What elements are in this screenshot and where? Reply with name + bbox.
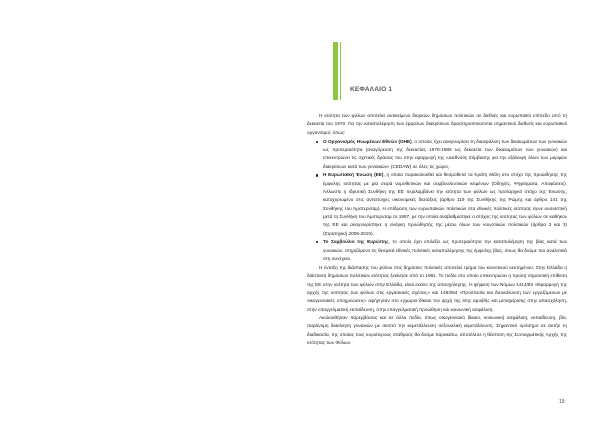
page-number: 19 <box>559 399 565 405</box>
chapter-accent-line <box>340 42 341 100</box>
list-item <box>323 238 567 263</box>
list-item <box>323 171 567 237</box>
organization-description: , ο οποίος έχει αναγνωρίσει τη διασφάλιση των δικαιωμάτων των γυναικών ως προτεραιότητα (αναγόρευση της δεκαετίας 1975-1985 ως δεκαετία των δικαιωμάτων των γυναικών) και επικεντρώνει τις σχετικές δράσεις του στην εφαρμογή της «Διεθνούς Σύμβασης για την εξάλειψη όλων των μορφών διακρίσεων κατά των γυναικών» (CEDAW) σε όλες τις χώρες. <box>323 138 567 169</box>
further-interventions-paragraph: Ακολουθήσαν παρεμβάσεις και σε άλλα πεδία, όπως οικογενειακό δίκαιο, κοινωνική ασφάλιση, εκπαίδευση, βία, παράνομη διακίνηση γυναικών με σκοπό την εκμετάλλευση σεξουαλική εκμετάλλευση. Σημαντικό ορόσημο σε αυτήν τη διαδικασία, της οποίας τους κυριότερους σταθμούς θα δούμε παρακάτω, αποτέλεσε η θέσπιση της Συνταγματικής Αρχής της Ισότητας των Φύλων. <box>307 314 567 345</box>
gender-policy-paragraph: Η ένταξη της διάστασης του φύλου στις δημόσιες πολιτικές αποτελεί τμήμα του κοινοτικού κεκτημένου. Στην Ελλάδα η διάσταση δημόσιων πολιτικών ισότητας ξεκίνησε από το 1981. Το πεδίο στο οποίο επικεντρώνει η πρώτη σημαντική επίθεση της ΕΕ στην ισότητα των φύλων στην Ελλάδα, είναι εκείνο της απασχόλησης. Η ψήφιση των Νόμων 1414/84 «Εφαρμογή της αρχής της ισότητας των φύλων στις εργασιακές σχέσεις» και 1483/84 «Προστασία και διευκόλυνση των εργαζόμενων με οικογενειακές υποχρεώσεις» αφήγησαν στο εγχώριο δίκαιο την αρχή της ίσης αμοιβής και μεταχείρισης στην απασχόληση, στην επαγγελματική εκπαίδευση, στην επαγγελματική προώθηση και κοινωνική ασφάλιση. <box>307 265 567 312</box>
chapter-label: ΚΕΦΑΛΑΙΟ 1 <box>350 86 393 93</box>
intro-paragraph: Η ισότητα των φύλων αποτελεί αντικείμενο διαρκών δημόσιων πολιτικών σε διεθνές και ευρωπαϊκό επίπεδο από τη δεκαετία του 1970. Για την καταπολέμηση των έμφυλων διακρίσεων δραστηριοποιούνται σημαντικοί διεθνείς και ευρωπαϊκοί οργανισμοί, όπως: <box>307 113 567 135</box>
organization-description: , το οποίο έχει επιλέξει ως προτεραιότητα την καταπολέμηση της βίας κατά των γυναικών, στηριζόμενο τις θεσμικά εθνικές πολιτικές καταπολέμησης της έμφυλης βίας, όπως θα δούμε πιο αναλυτικά στη συνέχεια. <box>323 239 567 261</box>
organization-name: Η Ευρωπαϊκή Ένωση (ΕΕ) <box>323 172 384 178</box>
organizations-list <box>307 138 567 263</box>
organization-description: , η οποία παρακολουθεί και θεσμοθετεί τα Κράτη Μέλη στο στόχο της προώθησης της έμφυλης ισότητας με μία σειρά νομοθετικών και συμβουλευτικών κειμένων (Οδηγίες, Ψηφίσματα, Αποφάσεις). Άλλωστε η Ιδρυτική Συνθήκη της ΕΕ περιλαμβάνει την ισότητα των φύλων ως προταρχικό στόχο της Ένωσης, κατοχυρωμένο στις αντίστοιχες οικονομικές διατάξεις (άρθρο 119 της Συνθήκης της Ρώμης και άρθρο 141 της Συνθήκης του Άμστερνταμ). Η επίδραση των ευρωπαϊκών πολιτικών στα εθνικές πολιτικές ισότητας έγινε ουσιαστική μετά τη Συνθήκη του Άμστερνταμ το 1997, με την οποία αναβαθμίστηκε ο στόχος της ισότητας των φύλων σε καθήκον της ΕΕ και αναγνωρίστηκε η ανάγκη προώθησής της μέσω όλων των κοινοτικών πολιτικών (άρθρα 2 και 3) (Στρατηγική 2006-2010). <box>323 172 567 236</box>
list-item <box>323 138 567 171</box>
organization-name: Ο Οργανισμός Ηνωμένων Εθνών (ΟΗΕ) <box>323 138 412 144</box>
organization-name: Το Συμβούλιο της Ευρώπης <box>323 239 389 245</box>
body-text <box>307 112 567 347</box>
chapter-accent-bar <box>333 42 338 100</box>
